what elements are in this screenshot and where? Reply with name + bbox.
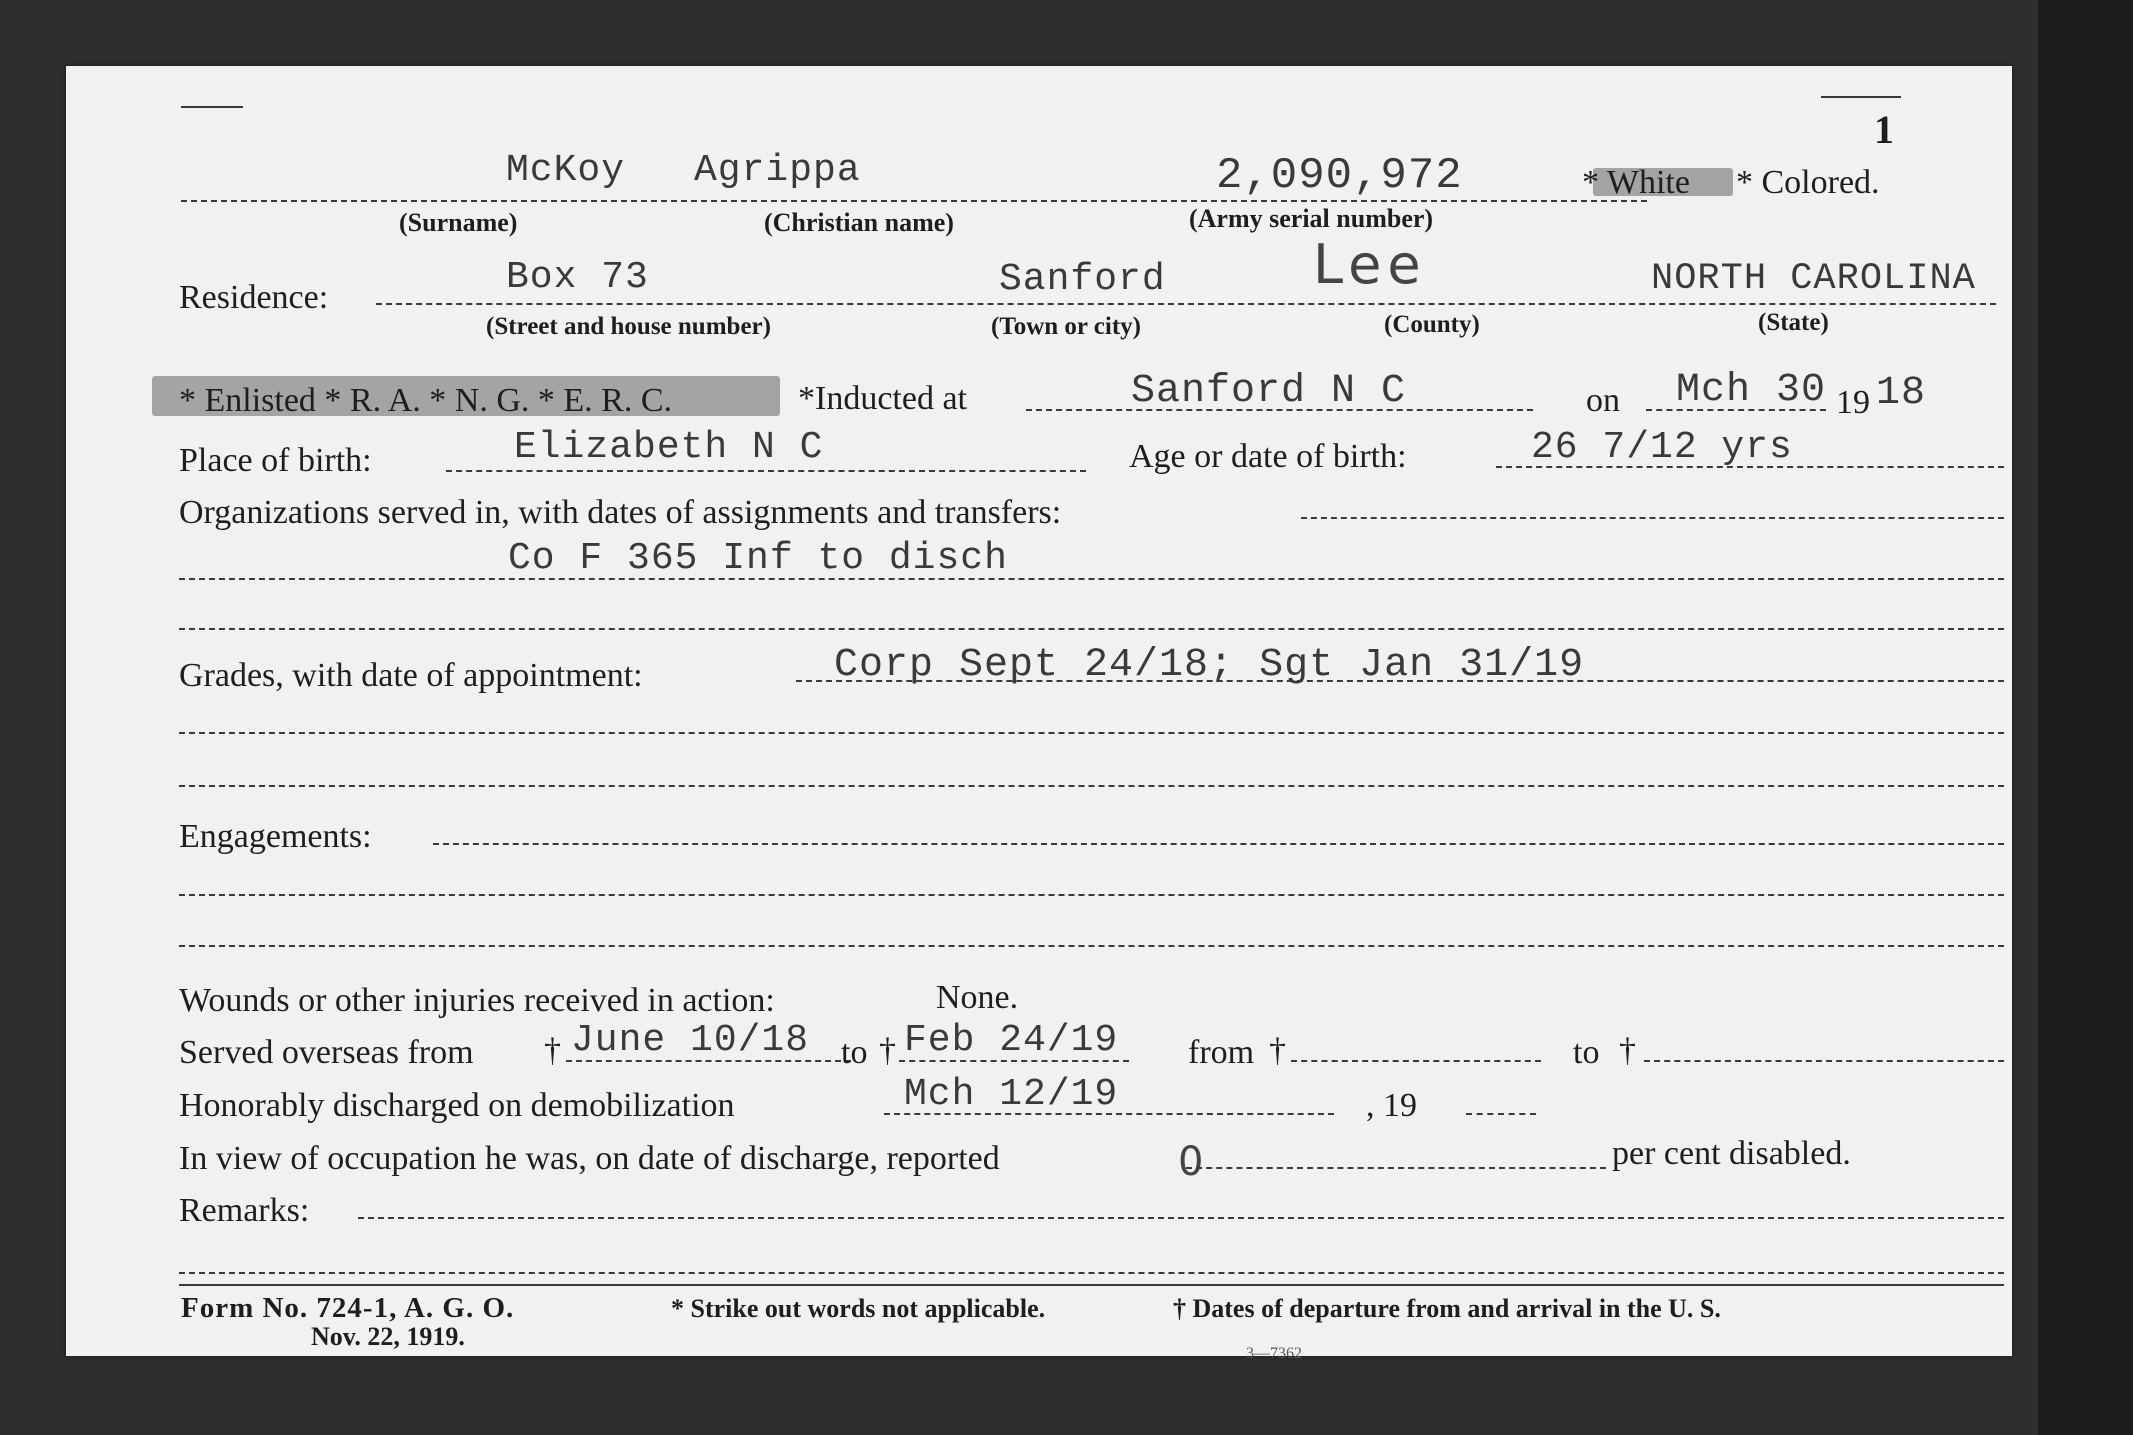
discharge-year-line bbox=[1466, 1113, 1536, 1115]
town-caption: (Town or city) bbox=[991, 313, 1141, 340]
overseas-to-value: Feb 24/19 bbox=[904, 1019, 1119, 1062]
engagements-line-2 bbox=[179, 894, 2004, 896]
engagements-label: Engagements: bbox=[179, 818, 372, 855]
service-record-card bbox=[66, 66, 2012, 1362]
remarks-label: Remarks: bbox=[179, 1192, 310, 1229]
surname-value: McKoy bbox=[506, 149, 626, 192]
serial-caption: (Army serial number) bbox=[1189, 204, 1434, 233]
race-colored-option: * Colored. bbox=[1736, 164, 1880, 201]
on-label: on bbox=[1586, 382, 1620, 419]
state-caption: (State) bbox=[1758, 309, 1829, 336]
strike-out-note: * Strike out words not applicable. bbox=[671, 1294, 1046, 1323]
town-value: Sanford bbox=[999, 258, 1166, 301]
induction-year-value: 18 bbox=[1876, 371, 1927, 416]
top-right-rule bbox=[1821, 96, 1901, 98]
engagements-line-3 bbox=[179, 945, 2004, 947]
overseas-dagger-3: † bbox=[1269, 1032, 1286, 1069]
remarks-line-2 bbox=[179, 1272, 2004, 1274]
grades-line-3 bbox=[179, 785, 2004, 787]
overseas-dagger-2: † bbox=[879, 1032, 896, 1069]
overseas-to2-line bbox=[1644, 1060, 2004, 1062]
grades-value: Corp Sept 24/18; Sgt Jan 31/19 bbox=[834, 643, 1585, 688]
grades-label: Grades, with date of appointment: bbox=[179, 657, 643, 694]
induction-year-prefix: 19 bbox=[1836, 384, 1870, 421]
overseas-from2-line bbox=[1291, 1060, 1541, 1062]
age-label: Age or date of birth: bbox=[1129, 438, 1407, 475]
engagements-line-1 bbox=[433, 843, 2004, 845]
place-of-birth-line bbox=[446, 470, 1086, 472]
wounds-label: Wounds or other injuries received in action: bbox=[179, 982, 775, 1019]
residence-line bbox=[376, 303, 1996, 305]
overseas-label: Served overseas from bbox=[179, 1034, 474, 1071]
grades-line-1 bbox=[796, 680, 2004, 682]
wounds-value: None. bbox=[936, 979, 1019, 1016]
form-date: Nov. 22, 1919. bbox=[311, 1322, 465, 1351]
place-of-birth-value: Elizabeth N C bbox=[514, 426, 824, 469]
age-value: 26 7/12 yrs bbox=[1531, 426, 1793, 469]
disability-line bbox=[1186, 1167, 1606, 1169]
place-of-birth-label: Place of birth: bbox=[179, 442, 372, 479]
grades-line-2 bbox=[179, 732, 2004, 734]
discharge-line bbox=[884, 1113, 1334, 1115]
print-code: 3—7362 bbox=[1246, 1345, 1302, 1362]
name-line bbox=[181, 200, 1647, 202]
discharge-date-value: Mch 12/19 bbox=[904, 1073, 1119, 1116]
residence-label: Residence: bbox=[179, 279, 329, 316]
street-caption: (Street and house number) bbox=[486, 313, 771, 340]
overseas-to-line bbox=[899, 1060, 1129, 1062]
inducted-line bbox=[1026, 409, 1533, 411]
disability-value: 0 bbox=[1178, 1139, 1210, 1185]
age-line bbox=[1496, 466, 2004, 468]
overseas-dagger-4: † bbox=[1619, 1032, 1636, 1069]
organizations-line-2 bbox=[179, 578, 2004, 580]
county-caption: (County) bbox=[1384, 311, 1480, 338]
scanner-background bbox=[2038, 0, 2133, 1435]
inducted-place-value: Sanford N C bbox=[1131, 369, 1407, 414]
remarks-line-1 bbox=[358, 1217, 2004, 1219]
disability-suffix: per cent disabled. bbox=[1612, 1135, 1851, 1172]
overseas-from-value: June 10/18 bbox=[571, 1019, 810, 1062]
county-value: Lee bbox=[1313, 233, 1427, 296]
street-value: Box 73 bbox=[506, 256, 649, 299]
overseas-to2-label: to bbox=[1573, 1034, 1600, 1071]
form-number: Form No. 724-1, A. G. O. bbox=[181, 1292, 515, 1324]
organizations-value: Co F 365 Inf to disch bbox=[508, 537, 1008, 580]
organizations-line-3 bbox=[179, 628, 2004, 630]
organizations-label: Organizations served in, with dates of assignments and transfers: bbox=[179, 494, 1062, 531]
discharge-year-prefix: , 19 bbox=[1366, 1087, 1417, 1124]
christian-name-value: Agrippa bbox=[694, 149, 861, 192]
race-white-option: * White bbox=[1582, 164, 1690, 201]
inducted-label: *Inducted at bbox=[798, 380, 967, 417]
surname-caption: (Surname) bbox=[399, 208, 518, 237]
overseas-from2-label: from bbox=[1188, 1034, 1255, 1071]
induction-date-line bbox=[1646, 409, 1826, 411]
serial-number-value: 2,090,972 bbox=[1216, 151, 1463, 201]
page-number: 1 bbox=[1874, 107, 1894, 152]
footer-rule bbox=[179, 1284, 2004, 1286]
organizations-line-1 bbox=[1301, 517, 2004, 519]
induction-date-value: Mch 30 bbox=[1676, 368, 1827, 413]
overseas-to-label: to bbox=[841, 1034, 868, 1071]
overseas-dagger-1: † bbox=[544, 1032, 561, 1069]
discharge-label: Honorably discharged on demobilization bbox=[179, 1087, 735, 1124]
disability-label: In view of occupation he was, on date of discharge, reported bbox=[179, 1140, 1000, 1177]
overseas-from-line bbox=[566, 1060, 851, 1062]
dates-note: † Dates of departure from and arrival in the U. S. bbox=[1173, 1294, 1721, 1323]
state-value: NORTH CAROLINA bbox=[1651, 258, 1976, 300]
christian-name-caption: (Christian name) bbox=[764, 208, 954, 237]
enlistment-options: * Enlisted * R. A. * N. G. * E. R. C. bbox=[179, 382, 673, 419]
top-left-rule bbox=[181, 106, 243, 108]
